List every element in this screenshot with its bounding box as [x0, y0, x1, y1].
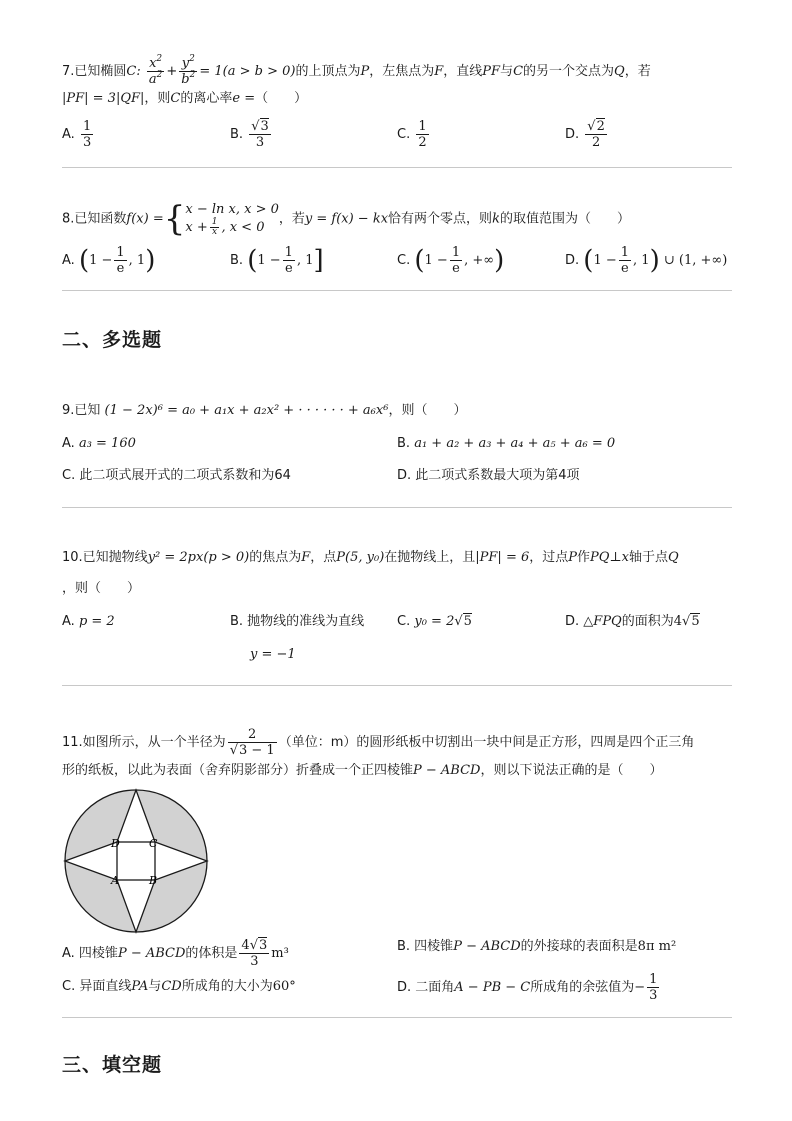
q10-var: PQ⊥x	[590, 550, 629, 565]
q7-line1: 7.已知椭圆C: $\frac{x^2}{a^2}$ + $\frac{y^2}{b^2}$ = 1(a > b > 0)的上顶点为P，左焦点为F，直线PF与C的另一个交点为Q，若	[62, 54, 651, 87]
q7-text: 与	[500, 64, 514, 79]
section-heading-fill: 三、填空题	[62, 1054, 163, 1076]
q7-text: ，左焦点为	[369, 64, 435, 79]
q8-var: k	[492, 211, 500, 227]
q10-var: Q	[668, 550, 679, 565]
q8-fx: f(x) =	[126, 211, 164, 227]
divider	[62, 1017, 732, 1018]
q11-var: P − ABCD	[413, 763, 481, 778]
q7-text: 的上顶点为	[295, 64, 361, 79]
q10-text: 的焦点为	[249, 550, 302, 565]
q11-text: 形的纸板，以此为表面（舍弃阴影部分）折叠成一个正四棱锥	[62, 763, 414, 778]
q11-text: ，则以下说法正确的是（ ）	[480, 763, 663, 778]
q10-option-b[interactable]	[230, 613, 364, 664]
q9-line1	[62, 402, 466, 420]
q9-option-d[interactable]: D. 此二项式系数最大项为第4项	[397, 468, 580, 483]
q7-condition: = 1(a > b > 0)	[199, 64, 296, 79]
divider	[62, 167, 732, 168]
q7-condition2: |PF| = 3|QF|	[62, 91, 145, 106]
q9-option-c[interactable]: C. 此二项式展开式的二项式系数和为64	[62, 468, 291, 483]
q9-expr: (1 − 2x)⁶ = a₀ + a₁x + a₂x² + · · · · · · + a₆x⁶	[104, 403, 389, 418]
q10-option-a[interactable]: A. p = 2	[62, 614, 115, 629]
divider	[62, 290, 732, 291]
option-label: A.	[62, 614, 75, 629]
brace-icon: {	[163, 199, 186, 239]
q10-var: F	[301, 550, 311, 565]
q10-var: P	[568, 550, 578, 565]
q8-text: 恰有两个零点，则	[388, 211, 493, 227]
q10-eq: y² = 2px(p > 0)	[147, 550, 250, 565]
option-label: B.	[230, 253, 244, 268]
q7-var: PF	[482, 64, 501, 79]
q11-line2	[62, 762, 663, 780]
q10-text: 作	[577, 550, 591, 565]
option-label: C.	[397, 253, 411, 268]
q7-var: Q	[614, 64, 625, 79]
divider	[62, 507, 732, 508]
q10-var: |PF| = 6	[475, 550, 530, 565]
q7-option-c[interactable]	[397, 119, 431, 150]
q11-option-b[interactable]: B. 四棱锥P − ABCD的外接球的表面积是8π m²	[397, 939, 677, 954]
q10-option-d[interactable]: D. △FPQ的面积为4√5	[565, 614, 700, 629]
q7-text: ，若	[624, 64, 651, 79]
option-frac: $\frac{1}{3}$	[82, 119, 92, 150]
q8-option-d[interactable]: D. (1 − $\frac{1}{e}$ , 1) ∪ (1, +∞)	[565, 245, 728, 276]
option-label: C.	[397, 127, 411, 142]
q7-text: 的另一个交点为	[523, 64, 615, 79]
option-label: C.	[397, 614, 411, 629]
q8-text: 8.已知函数	[62, 211, 127, 227]
q7-text: ，直线	[443, 64, 483, 79]
q11-text: （单位：m）的圆形纸板中切割出一块中间是正方形，四周是四个正三角	[278, 735, 695, 750]
section-heading-multi: 二、多选题	[62, 329, 163, 351]
q10-line1	[62, 549, 679, 567]
option-text: A. 四棱锥	[62, 946, 118, 961]
q8-option-c[interactable]: C. (1 − $\frac{1}{e}$ , +∞)	[397, 245, 505, 276]
option-text: y = −1	[250, 647, 296, 662]
q8-expr: y = f(x) − kx	[304, 211, 389, 227]
q10-text: 10.已知抛物线	[62, 550, 148, 565]
option-label: B.	[230, 127, 244, 142]
option-label: D.	[565, 614, 580, 629]
option-label: A.	[62, 253, 75, 268]
q7-var: C	[170, 91, 181, 106]
q10-text: 轴于点	[629, 550, 669, 565]
vertex-label-c: C	[149, 837, 158, 850]
q9-option-b[interactable]: B. a₁ + a₂ + a₃ + a₄ + a₅ + a₆ = 0	[397, 436, 616, 451]
q11-figure	[62, 787, 210, 935]
q10-text: ，点	[310, 550, 337, 565]
option-text: C. 异面直线	[62, 979, 132, 994]
q10-text: ，过点	[529, 550, 569, 565]
q7-option-b[interactable]	[230, 119, 273, 150]
q7-frac-x: $\frac{x^2}{a^2}$	[148, 54, 163, 87]
option-frac: $\frac{1}{2}$	[418, 119, 427, 150]
q8-option-a[interactable]: A. (1 − $\frac{1}{e}$ , 1)	[62, 245, 156, 276]
q7-text: 的离心率	[180, 91, 233, 106]
option-frac: $\frac{√2}{2}$	[587, 119, 605, 150]
q8-option-b[interactable]: B. (1 − $\frac{1}{e}$ , 1]	[230, 245, 324, 276]
q10-var: P(5, y₀)	[336, 550, 385, 565]
option-label: A.	[62, 127, 75, 142]
q7-var: C	[513, 64, 524, 79]
divider	[62, 685, 732, 686]
option-label: A.	[62, 436, 75, 451]
vertex-label-d: D	[111, 837, 120, 850]
q8-line1	[62, 201, 630, 237]
q7-option-d[interactable]	[565, 119, 609, 150]
q7-var: e =	[232, 91, 256, 106]
q9-text: ，则（ ）	[388, 403, 467, 418]
q11-line1	[62, 727, 694, 758]
q8-cases: x − ln x, x > 0 x + $\frac{1}{x}$ , x < 0	[185, 202, 279, 237]
q11-option-c[interactable]: C. 异面直线PA与CD所成角的大小为60°	[62, 979, 296, 994]
q10-line2: ，则（ ）	[62, 581, 141, 596]
option-label: B.	[397, 436, 411, 451]
q11-text: 11.如图所示，从一个半径为	[62, 735, 226, 750]
q10-option-c[interactable]: C. y₀ = 2√5	[397, 614, 472, 629]
q9-option-a[interactable]: A. a₃ = 160	[62, 436, 136, 451]
q11-radius: $\frac{2}{√3 - 1}$	[229, 727, 275, 758]
q11-option-d[interactable]: D. 二面角A − PB − C所成角的余弦值为− $\frac{1}{3}$	[397, 972, 658, 1003]
q7-var: F	[434, 64, 444, 79]
q7-frac-y: $\frac{y^2}{b^2}$	[181, 54, 196, 87]
q8-text: 的取值范围为（ ）	[499, 211, 630, 227]
q8-text: ，若	[278, 211, 305, 227]
q7-text: 7.已知椭圆	[62, 64, 127, 79]
q7-var: P	[360, 64, 370, 79]
q7-line2	[62, 90, 307, 108]
vertex-label-a: A	[111, 874, 119, 887]
option-label: D.	[565, 127, 580, 142]
option-text: D. 二面角	[397, 980, 455, 995]
q10-text: 在抛物线上，且	[384, 550, 476, 565]
vertex-label-b: B	[149, 874, 158, 887]
q7-option-a[interactable]	[62, 119, 95, 150]
option-text: B. 四棱锥	[397, 939, 454, 954]
q11-option-a[interactable]: A. 四棱锥P − ABCD的体积是 $\frac{4√3}{3}$ m³	[62, 938, 289, 969]
q7-curve: C:	[126, 64, 141, 79]
q7-text: ，则	[144, 91, 171, 106]
option-label: D.	[565, 253, 580, 268]
q7-text: （ ）	[255, 91, 308, 106]
option-frac: $\frac{√3}{3}$	[251, 119, 269, 150]
option-text: B. 抛物线的准线为直线	[230, 614, 365, 629]
q9-text: 9.已知	[62, 403, 101, 418]
